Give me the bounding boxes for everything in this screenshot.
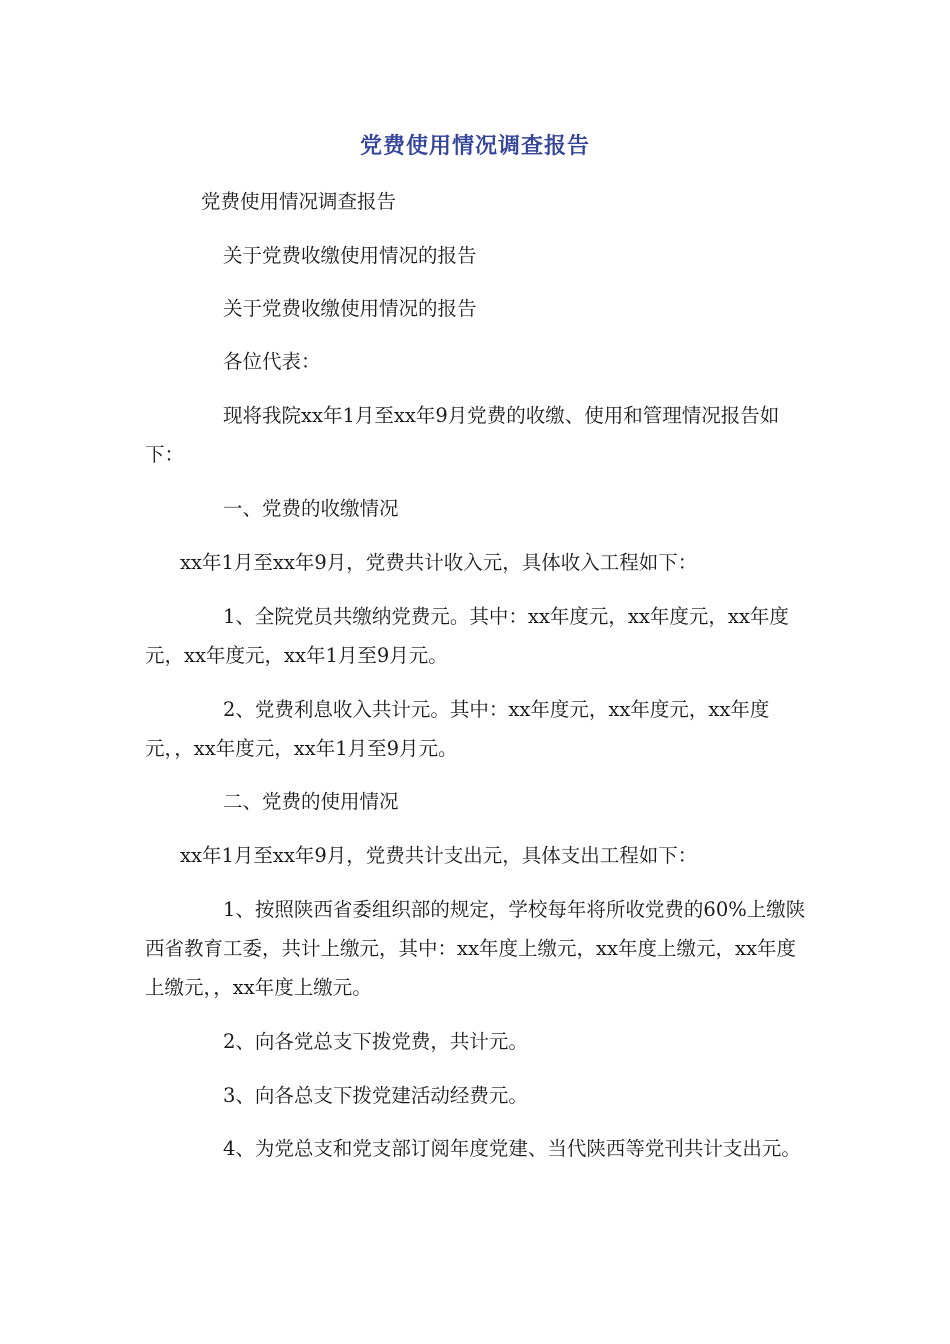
paragraph-usage-item-1: 1、按照陕西省委组织部的规定，学校每年将所收党费的60%上缴陕西省教育工委，共计上缴元，其中：xx年度上缴元，xx年度上缴元，xx年度上缴元，，xx年度上缴元。 [145,898,806,999]
section-heading-collection: 一、党费的收缴情况 [223,497,399,520]
paragraph-usage-item-2: 2、向各党总支下拨党费，共计元。 [223,1030,528,1053]
paragraph-salutation: 各位代表： [223,350,321,373]
document-title: 党费使用情况调查报告 [359,134,590,159]
paragraph-report-heading-2: 关于党费收缴使用情况的报告 [223,297,477,320]
paragraph-usage-item-3: 3、向各总支下拨党建活动经费元。 [223,1084,528,1107]
paragraph-collection-item-1: 1、全院党员共缴纳党费元。其中：xx年度元，xx年度元，xx年度元，xx年度元，xx年1月至9月元。 [145,605,789,667]
paragraph-usage-item-4: 4、为党总支和党支部订阅年度党建、当代陕西等党刊共计支出元。 [223,1137,801,1160]
paragraph-subtitle: 党费使用情况调查报告 [201,190,397,213]
paragraph-collection-item-2: 2、党费利息收入共计元。其中：xx年度元，xx年度元，xx年度元，，xx年度元，xx年1月至9月元。 [145,698,770,760]
paragraph-report-heading-1: 关于党费收缴使用情况的报告 [223,244,477,267]
paragraph-intro: 现将我院xx年1月至xx年9月党费的收缴、使用和管理情况报告如下： [145,404,780,466]
section-heading-usage: 二、党费的使用情况 [223,790,399,813]
paragraph-usage-summary: xx年1月至xx年9月，党费共计支出元，具体支出工程如下： [180,844,698,867]
paragraph-collection-summary: xx年1月至xx年9月，党费共计收入元，具体收入工程如下： [180,551,698,574]
